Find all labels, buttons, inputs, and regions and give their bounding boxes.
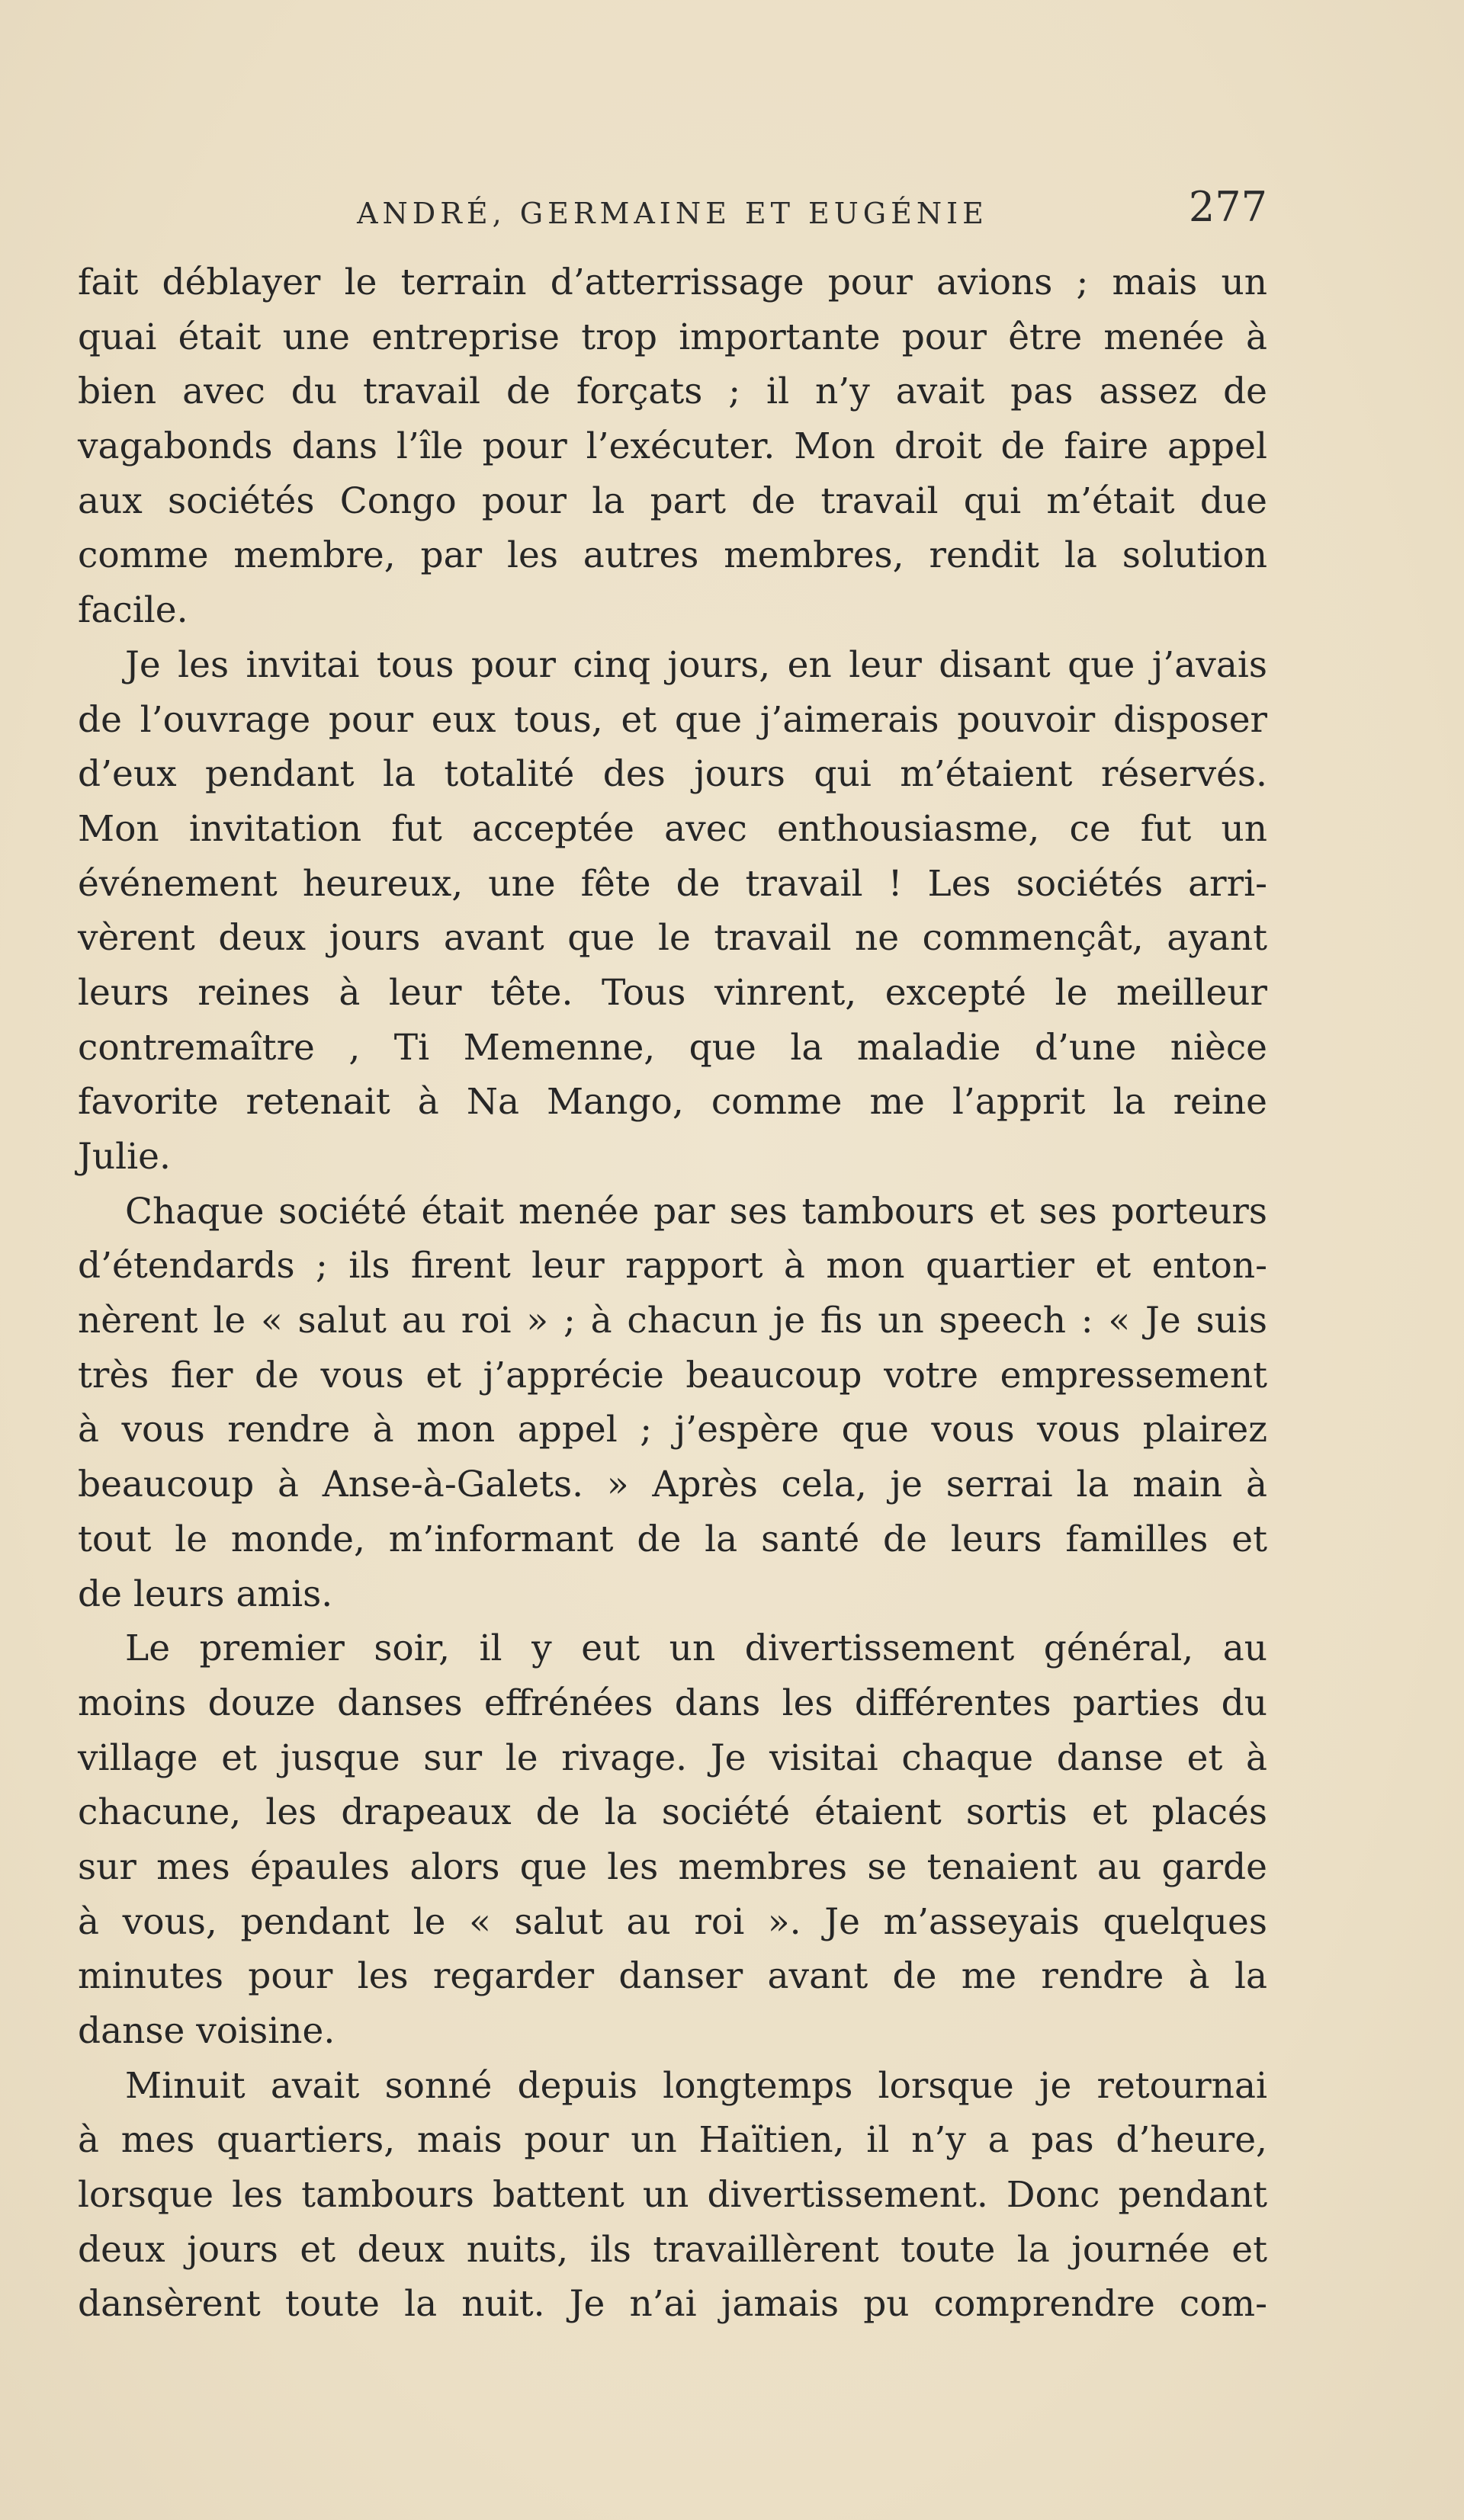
text-line: dansèrent toute la nuit. Je n’ai jamais pu comprendre com- (78, 2283, 1267, 2326)
running-head (78, 183, 1267, 236)
text-line: Chaque société était menée par ses tambours et ses porteurs (125, 1190, 1267, 1233)
text-line: danse voisine. (78, 2010, 336, 2052)
text-line: lorsque les tambours battent un divertissement. Donc pendant (78, 2174, 1267, 2217)
text-line: très fier de vous et j’apprécie beaucoup votre empressement (78, 1354, 1267, 1396)
text-line: Je les invitai tous pour cinq jours, en leur disant que j’avais (125, 643, 1267, 686)
text-line: minutes pour les regarder danser avant de me rendre à la (78, 1955, 1267, 1998)
text-line: Julie. (78, 1136, 171, 1178)
text-line: vagabonds dans l’île pour l’exécuter. Mon droit de faire appel (78, 425, 1267, 468)
text-line: facile. (78, 589, 188, 632)
text-line: sur mes épaules alors que les membres se tenaient au garde (78, 1845, 1267, 1888)
text-line: à mes quartiers, mais pour un Haïtien, il n’y a pas d’heure, (78, 2119, 1267, 2162)
running-title: ANDRÉ, GERMAINE ET EUGÉNIE (357, 197, 988, 230)
text-line: Minuit avait sonné depuis longtemps lorsque je retournai (125, 2064, 1267, 2107)
text-line: chacune, les drapeaux de la société étaient sortis et placés (78, 1791, 1267, 1834)
text-line: tout le monde, m’informant de la santé de leurs familles et (78, 1518, 1267, 1560)
text-line: deux jours et deux nuits, ils travaillèrent toute la journée et (78, 2228, 1267, 2271)
text-line: beaucoup à Anse-à-Galets. » Après cela, je serrai la main à (78, 1464, 1267, 1506)
text-line: Le premier soir, il y eut un divertissement général, au (125, 1627, 1267, 1670)
text-line: fait déblayer le terrain d’atterrissage pour avions ; mais un (78, 261, 1267, 303)
text-line: comme membre, par les autres membres, rendit la solution (78, 534, 1267, 577)
text-line: Mon invitation fut acceptée avec enthousiasme, ce fut un (78, 807, 1267, 850)
text-line: contremaître , Ti Memenne, que la maladie d’une nièce (78, 1026, 1267, 1069)
text-line: favorite retenait à Na Mango, comme me l’apprit la reine (78, 1081, 1267, 1124)
text-line: de leurs amis. (78, 1573, 333, 1615)
text-line: leurs reines à leur tête. Tous vinrent, excepté le meilleur (78, 971, 1267, 1014)
text-line: aux sociétés Congo pour la part de travail qui m’était due (78, 479, 1267, 522)
text-line: moins douze danses effrénées dans les différentes parties du (78, 1682, 1267, 1724)
page-number: 277 (1188, 183, 1267, 231)
text-line: quai était une entreprise trop importante pour être menée à (78, 316, 1267, 358)
text-line: bien avec du travail de forçats ; il n’y avait pas assez de (78, 370, 1267, 413)
text-line: à vous, pendant le « salut au roi ». Je m’asseyais quelques (78, 1900, 1267, 1943)
text-line: à vous rendre à mon appel ; j’espère que vous vous plairez (78, 1409, 1267, 1451)
text-line: vèrent deux jours avant que le travail ne commençât, ayant (78, 917, 1267, 960)
text-line: village et jusque sur le rivage. Je visitai chaque danse et à (78, 1736, 1267, 1779)
text-line: d’eux pendant la totalité des jours qui m’étaient réservés. (78, 753, 1267, 796)
text-line: nèrent le « salut au roi » ; à chacun je fis un speech : « Je suis (78, 1300, 1267, 1342)
text-line: de l’ouvrage pour eux tous, et que j’aimerais pouvoir disposer (78, 698, 1267, 741)
body-text (78, 255, 1267, 2332)
text-line: d’étendards ; ils firent leur rapport à mon quartier et enton- (78, 1245, 1267, 1287)
text-line: événement heureux, une fête de travail ! Les sociétés arri- (78, 862, 1267, 905)
